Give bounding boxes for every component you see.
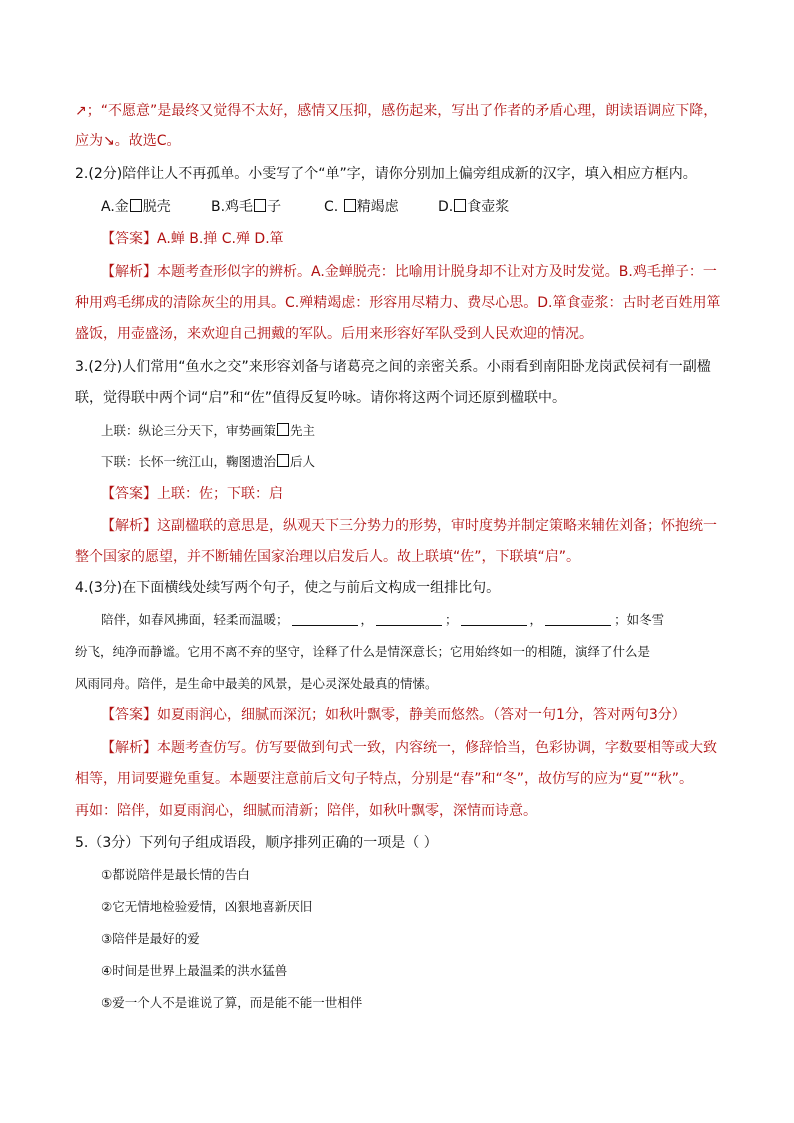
q4-passage-line: 纷飞，纯净而静谧。它用不离不弃的坚守，诠释了什么是情深意长；它用始终如一的相随，演绎了什么是 — [75, 644, 651, 659]
q2-options — [101, 197, 509, 217]
q4-analysis-line: 相等，用词要避免重复。本题要注意前后文句子特点，分别是“春”和“冬”，故仿写的应为“夏”“秋”。 — [75, 771, 694, 787]
answer-blank[interactable] — [376, 611, 442, 626]
blank-box — [344, 199, 356, 212]
q5-item: ②它无情地检验爱情，凶狠地喜新厌旧 — [101, 899, 313, 914]
blank-box — [277, 423, 289, 436]
q1-analysis-line: 应为↘。故选C。 — [75, 133, 181, 149]
q4-answer: 【答案】如夏雨润心，细腻而深沉；如秋叶飘零，静美而悠然。（答对一句1分，答对两句3分） — [101, 707, 686, 723]
q2-analysis-line: 【解析】本题考查形似字的辨析。A.金蝉脱壳：比喻用计脱身却不让对方及时发觉。B.鸡毛掸子：一 — [101, 264, 717, 280]
q2-option-d: D. 食壶浆 — [438, 199, 510, 215]
q3-analysis-line: 整个国家的愿望，并不断辅佐国家治理以启发后人。故上联填“佐”，下联填“启”。 — [75, 549, 581, 565]
q2-option-a: A.金 脱壳 — [101, 199, 171, 215]
q3-lower-couplet: 下联：长怀一统江山，鞠图遗治 后人 — [101, 454, 316, 469]
blank-box — [130, 199, 142, 212]
q2-answer: 【答案】A.蝉 B.掸 C.殚 D.箪 — [101, 231, 284, 247]
q1-analysis-line: ↗；“不愿意”是最终又觉得不太好，感情又压抑，感伤起来，写出了作者的矛盾心理，朗读语调应下降， — [75, 103, 718, 119]
q2-analysis-line: 种用鸡毛绑成的清除灰尘的用具。C.殚精竭虑：形容用尽精力、费尽心思。D.箪食壶浆：古时老百姓用箪 — [75, 295, 721, 311]
q5-item: ⑤爱一个人不是谁说了算，而是能不能一世相伴 — [101, 995, 363, 1010]
answer-blank[interactable] — [292, 611, 358, 626]
blank-box — [277, 454, 289, 467]
q2-stem: 2.(2分)陪伴让人不再孤单。小雯写了个“单”字，请你分别加上偏旁组成新的汉字，填入相应方框内。 — [75, 166, 697, 182]
q5-item: ④时间是世界上最温柔的洪水猛兽 — [101, 963, 288, 978]
blank-box — [454, 199, 466, 212]
q3-stem-line: 联，觉得联中两个词“启”和“佐”值得反复吟咏。请你将这两个词还原到楹联中。 — [75, 390, 567, 406]
q4-stem: 4.(3分)在下面横线处续写两个句子，使之与前后文构成一组排比句。 — [75, 580, 501, 596]
q4-analysis-line: 再如：陪伴，如夏雨润心，细腻而清新；陪伴，如秋叶飘零，深情而诗意。 — [75, 803, 537, 819]
q2-option-c: C. 精竭虑 — [324, 199, 399, 215]
q4-passage-line: 风雨同舟。陪伴，是生命中最美的风景，是心灵深处最真的情愫。 — [75, 676, 438, 691]
q2-analysis-line: 盛饭，用壶盛汤，来欢迎自己拥戴的军队。后用来形容好军队受到人民欢迎的情况。 — [75, 326, 593, 342]
q4-passage-line: 陪伴，如春风拂面，轻柔而温暖； ， ； ， ；如冬雪 — [101, 612, 665, 627]
q5-item: ①都说陪伴是最长情的告白 — [101, 867, 250, 882]
q3-answer: 【答案】上联：佐；下联：启 — [101, 486, 283, 502]
q3-analysis-line: 【解析】这副楹联的意思是，纵观天下三分势力的形势，审时度势并制定策略来辅佐刘备；怀抱统一 — [101, 518, 717, 534]
q2-option-b: B.鸡毛 子 — [211, 199, 282, 215]
blank-box — [254, 199, 266, 212]
q4-analysis-line: 【解析】本题考查仿写。仿写要做到句式一致，内容统一，修辞恰当，色彩协调，字数要相等或大致 — [101, 740, 717, 756]
q5-stem: 5.（3分）下列句子组成语段，顺序排列正确的一项是（ ） — [75, 835, 438, 851]
q5-item: ③陪伴是最好的爱 — [101, 931, 200, 946]
answer-blank[interactable] — [545, 611, 611, 626]
q3-upper-couplet: 上联：纵论三分天下，审势画策 先主 — [101, 423, 316, 438]
q3-stem-line: 3.(2分)人们常用“鱼水之交”来形容刘备与诸葛亮之间的亲密关系。小雨看到南阳卧龙岗武侯祠有一副楹 — [75, 359, 711, 375]
answer-blank[interactable] — [461, 611, 527, 626]
